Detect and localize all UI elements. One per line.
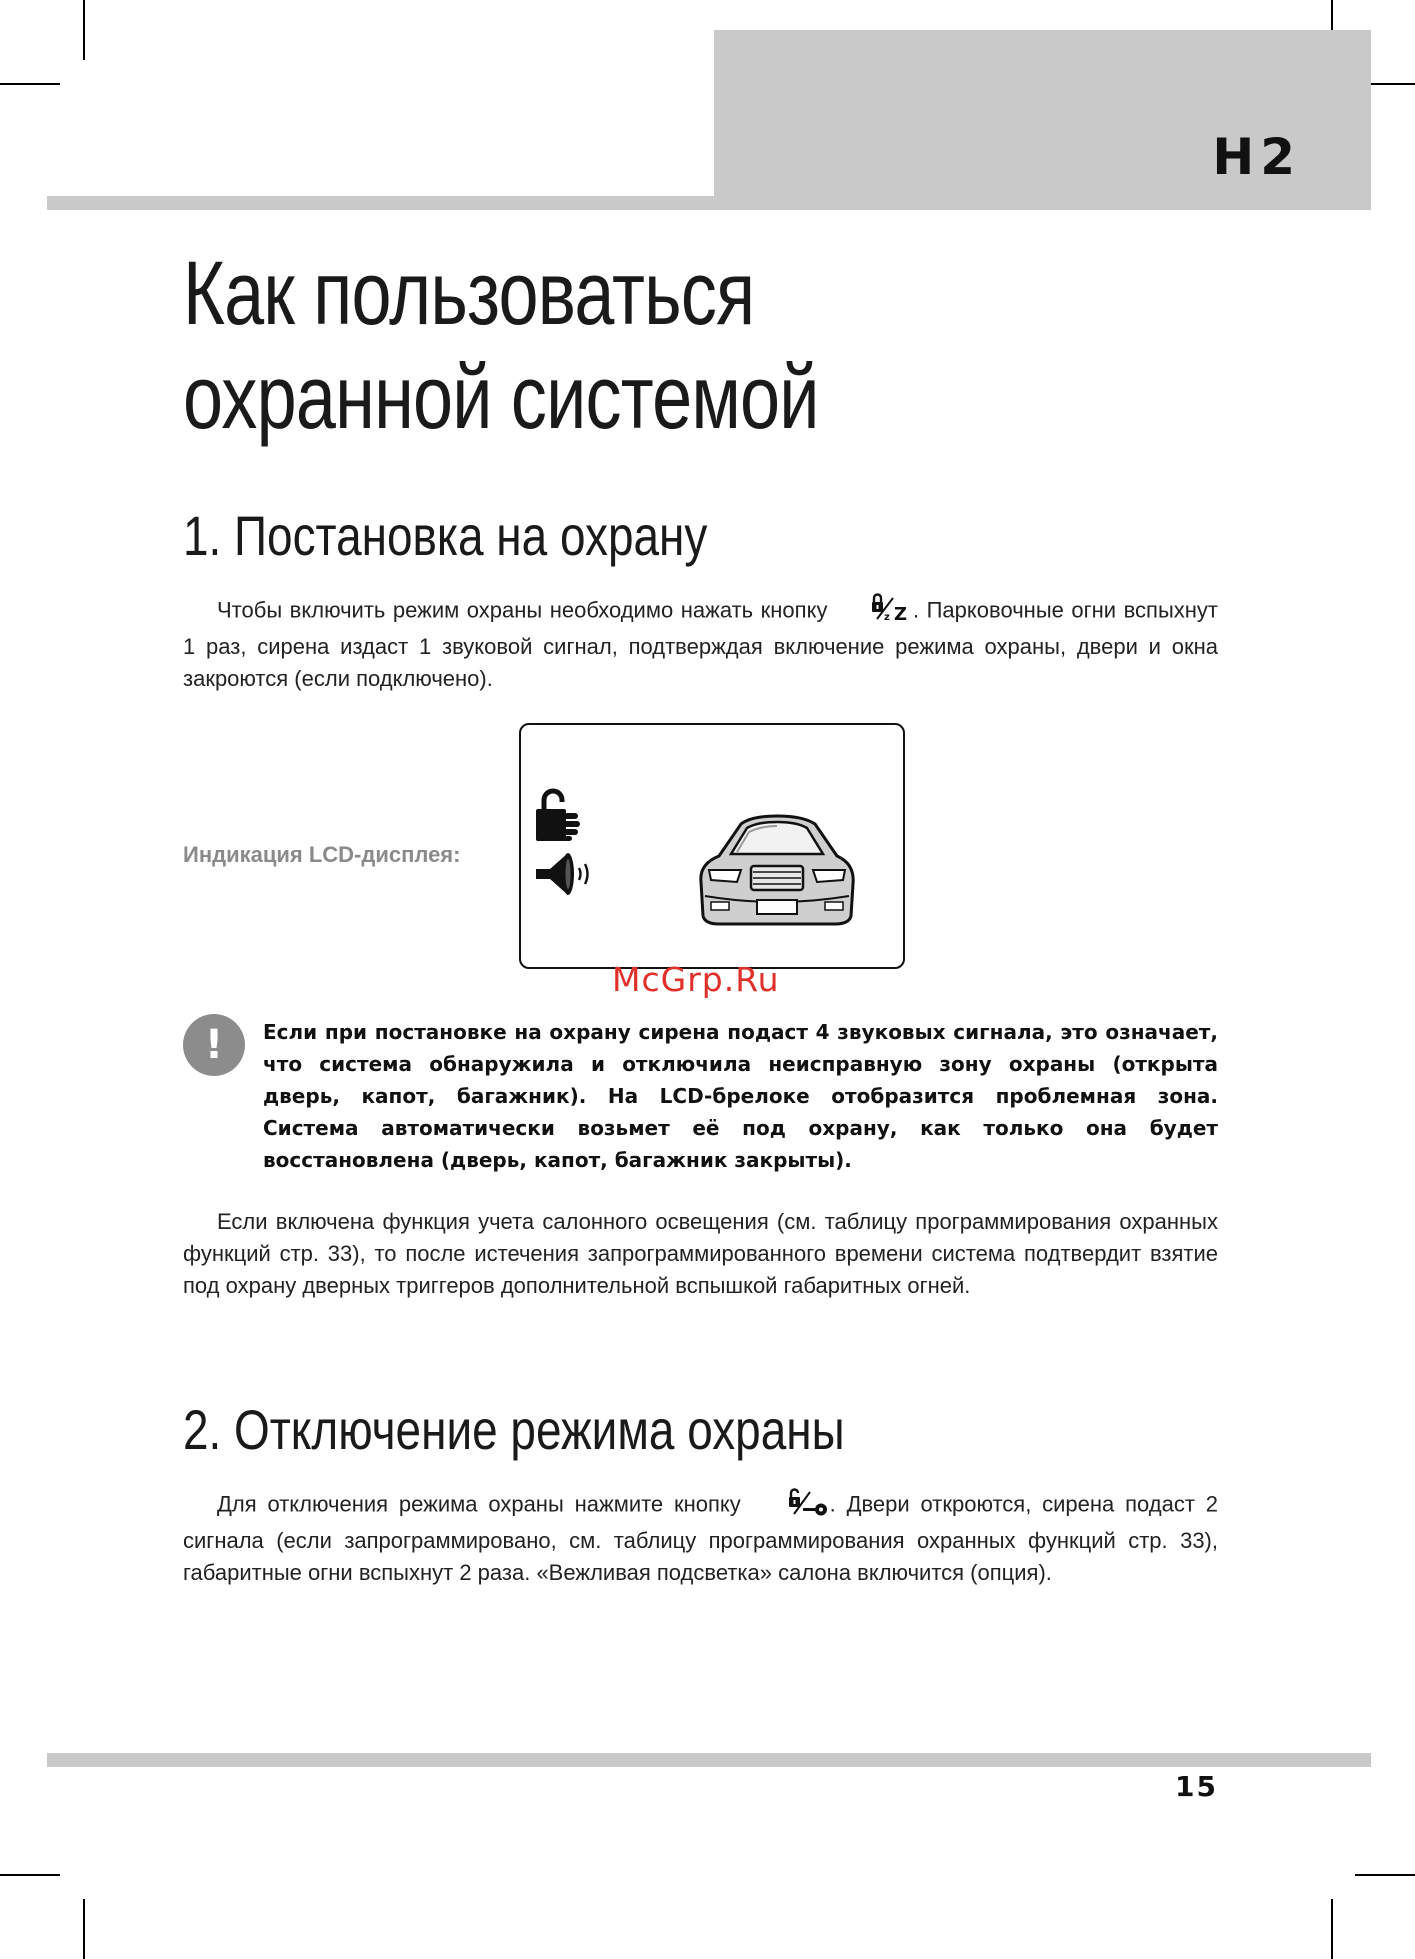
crop-mark	[0, 1874, 60, 1876]
section-2-text-start: Для отключения режима охраны нажмите кнопку	[217, 1491, 752, 1517]
model-label: H2	[1212, 128, 1301, 186]
section-2-text-end: . Двери откроются, сирена подаст 2 сигнала (если запрограммировано, см. таблицу программирования охранных функций стр. 33), габаритные огни вспыхнут 2 раза. «Вежливая подсветка» салона включится (опция).	[183, 1491, 1219, 1585]
warning-icon: !	[183, 1014, 245, 1076]
padlock-icon	[534, 787, 588, 845]
page-title-line-1: Как пользоваться	[183, 244, 755, 344]
section-2-paragraph	[183, 1486, 1218, 1589]
footer-bar	[47, 1753, 1371, 1767]
header-tab	[714, 30, 1371, 210]
crop-mark	[1355, 1874, 1415, 1876]
crop-mark	[0, 83, 60, 85]
watermark: McGrp.Ru	[612, 960, 780, 999]
section-1-heading: 1. Постановка на охрану	[183, 504, 708, 567]
page-number: 15	[1175, 1770, 1218, 1803]
section-1-paragraph-2: Если включена функция учета салонного освещения (см. таблицу программирования охранных функций стр. 33), то после истечения запрограммированного времени система подтвердит взятие под охрану дверных триггеров дополнительной вспышкой габаритных огней.	[183, 1209, 1218, 1298]
section-1-paragraph	[183, 592, 1218, 695]
car-icon	[697, 810, 857, 935]
crop-mark	[83, 0, 85, 60]
crop-mark	[1331, 1899, 1333, 1959]
section-1-text-end: . Парковочные огни вспыхнут 1 раз, сирена издаст 1 звуковой сигнал, подтверждая включение режима охраны, двери и окна закроются (если подключено).	[183, 597, 1219, 691]
crop-mark	[83, 1899, 85, 1959]
siren-icon	[534, 849, 598, 899]
lcd-display	[519, 723, 905, 969]
page-title-line-2: охранной системой	[183, 348, 819, 448]
lock-sleep-icon	[835, 592, 913, 631]
svg-text:z: z	[883, 612, 890, 622]
section-1-text-start: Чтобы включить режим охраны необходимо нажать кнопку	[217, 597, 835, 623]
section-2-heading: 2. Отключение режима охраны	[183, 1398, 845, 1461]
lcd-caption: Индикация LCD-дисплея:	[183, 842, 461, 867]
warning-text: Если при постановке на охрану сирена подаст 4 звуковых сигнала, это означает, что система обнаружила и отключила неисправную зону охраны (открыта дверь, капот, багажник). На LCD-брелоке отобразится проблемная зона. Система автоматически возьмет её под охрану, как только она будет восстановлена (дверь, капот, багажник закрыты).	[263, 1020, 1218, 1172]
unlock-key-icon	[752, 1486, 830, 1525]
page-title	[183, 242, 819, 450]
svg-text:Z: Z	[893, 604, 908, 622]
